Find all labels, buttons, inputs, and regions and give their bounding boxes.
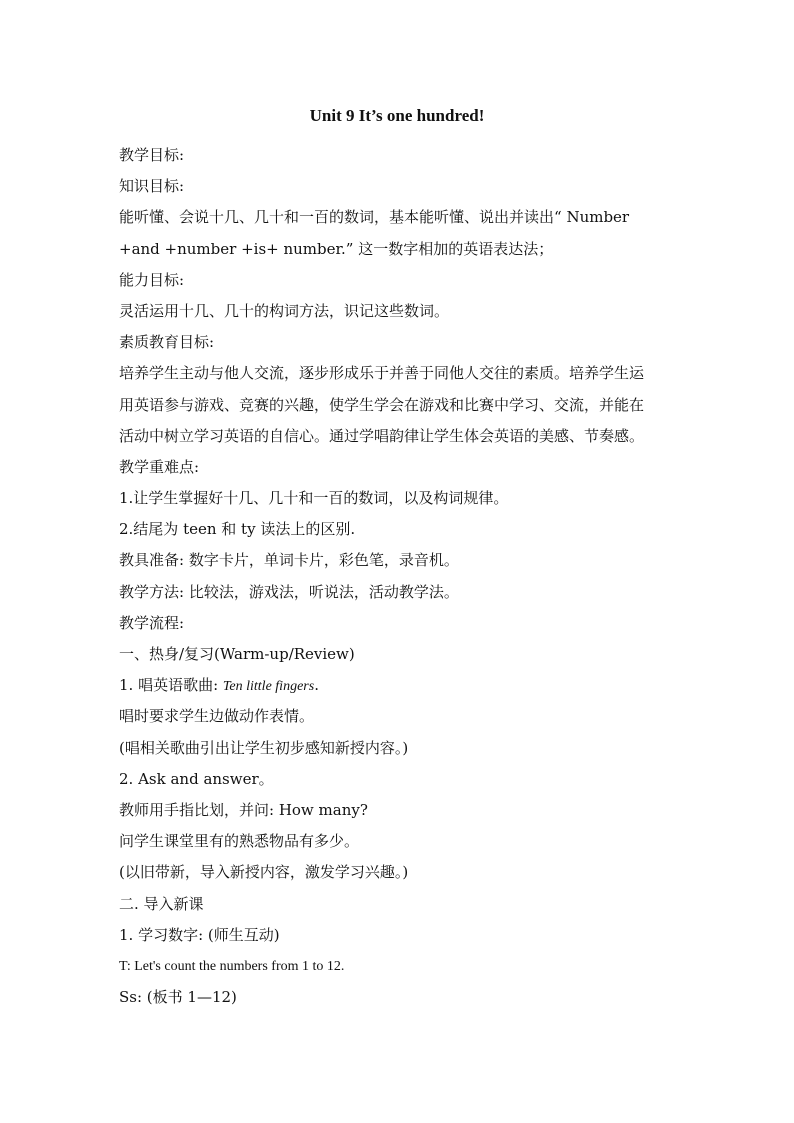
paragraph-line: +and +number +is+ number.” 这一数字相加的英语表达法； [119, 239, 554, 258]
song-prefix: 1. 唱英语歌曲: [119, 676, 223, 695]
list-item: 2. Ask and answer。 [119, 769, 274, 788]
heading-knowledge-objectives: 知识目标: [119, 177, 185, 196]
paragraph-line: 教师用手指比划，并问: How many? [119, 800, 368, 819]
teaching-aids-line: 教具准备: 数字卡片，单词卡片，彩色笔，录音机。 [119, 551, 459, 570]
list-item: 2.结尾为 teen 和 ty 读法上的区别. [119, 520, 356, 539]
dialogue-line: T: Let's count the numbers from 1 to 12. [119, 958, 345, 974]
section-heading-warm-up: 一、热身/复习(Warm-up/Review) [119, 645, 355, 663]
heading-teaching-objectives: 教学目标: [119, 146, 185, 164]
song-line [119, 670, 689, 701]
paragraph-line: 问学生课堂里有的熟悉物品有多少。 [119, 832, 360, 851]
teaching-methods-line: 教学方法: 比较法，游戏法，听说法，活动教学法。 [119, 582, 459, 601]
paragraph-line: 活动中树立学习英语的自信心。通过学唱韵律让学生体会英语的美感、节奏感。 [119, 426, 645, 445]
heading-teaching-process: 教学流程: [119, 613, 185, 632]
paragraph-line: 用英语参与游戏、竞赛的兴趣，使学生学会在游戏和比赛中学习、交流，并能在 [119, 395, 645, 414]
dialogue-line: Ss: (板书 1—12) [119, 988, 237, 1007]
paragraph-line: 灵活运用十几、几十的构词方法，识记这些数词。 [119, 301, 450, 320]
heading-key-difficulties: 教学重难点: [119, 457, 200, 476]
paragraph-line: (唱相关歌曲引出让学生初步感知新授内容。) [119, 738, 409, 757]
paragraph-line: 唱时要求学生边做动作表情。 [119, 707, 315, 726]
document-body [119, 140, 689, 1013]
document-title: Unit 9 It’s one hundred! [309, 106, 485, 125]
heading-ability-objectives: 能力目标: [119, 270, 185, 289]
list-item: 1.让学生掌握好十几、几十和一百的数词，以及构词规律。 [119, 489, 509, 508]
paragraph-line: 培养学生主动与他人交流，逐步形成乐于并善于同他人交往的素质。培养学生运 [119, 364, 645, 383]
paragraph-line: 能听懂、会说十几、几十和一百的数词，基本能听懂、说出并读出“ Number [119, 208, 630, 227]
list-item: 1. 学习数字: (师生互动) [119, 925, 280, 944]
paragraph-line: (以旧带新，导入新授内容，激发学习兴趣。) [119, 863, 409, 882]
song-suffix: . [314, 676, 319, 695]
heading-quality-objectives: 素质教育目标: [119, 333, 215, 352]
section-heading-new-lesson: 二. 导入新课 [119, 894, 204, 913]
song-title: Ten little fingers [222, 679, 315, 695]
